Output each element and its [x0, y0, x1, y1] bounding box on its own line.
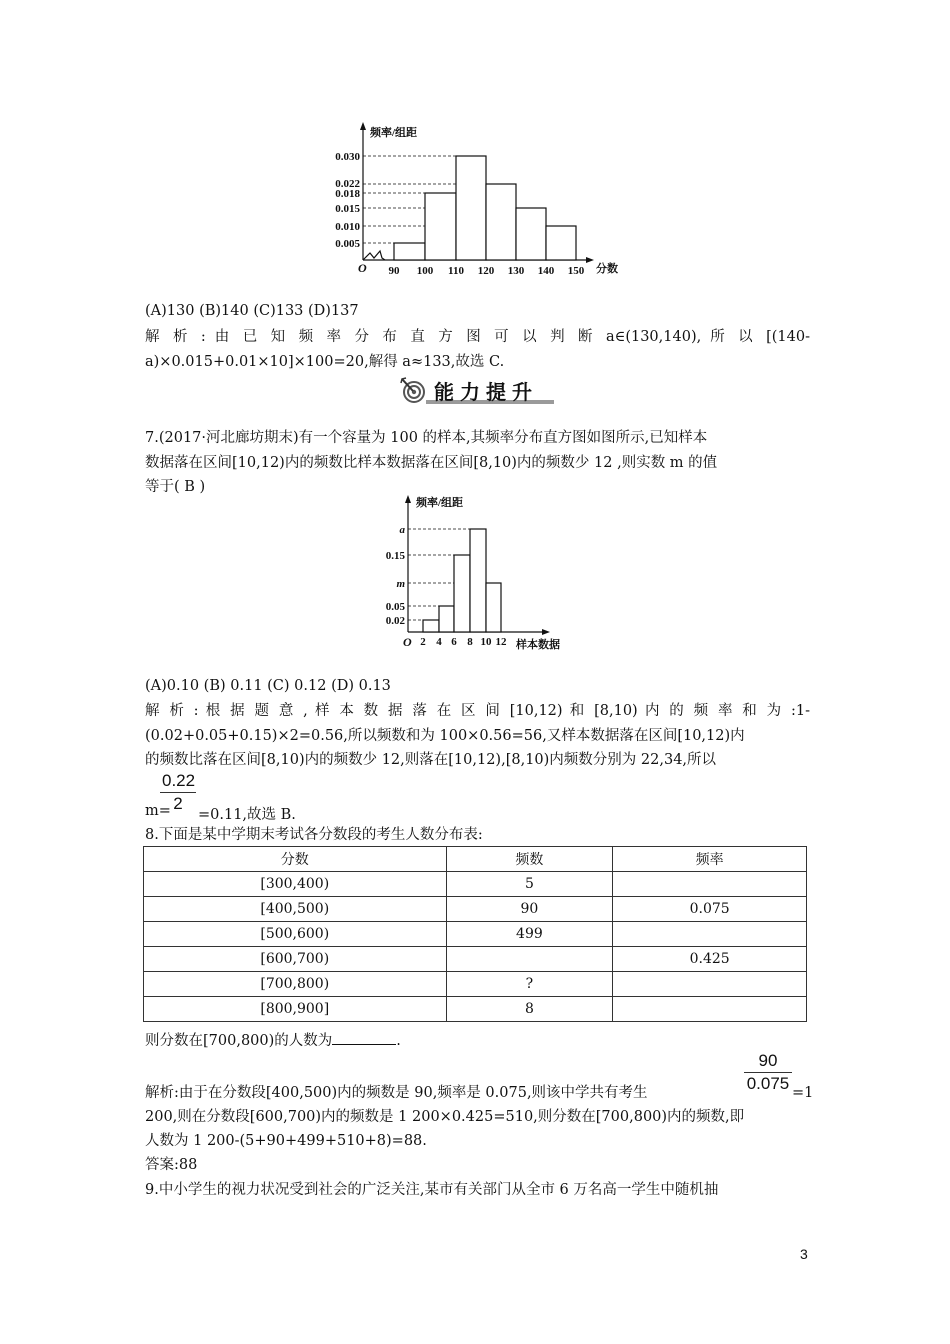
q6-options: (A)130 (B)140 (C)133 (D)137 [145, 303, 359, 319]
svg-text:O: O [403, 635, 412, 649]
header-frequency-rate: 频率 [613, 847, 807, 872]
target-icon [398, 376, 428, 404]
svg-text:分数: 分数 [596, 263, 618, 275]
svg-text:0.02: 0.02 [385, 615, 405, 627]
svg-text:8: 8 [467, 636, 473, 648]
sample-histogram-svg [370, 490, 580, 655]
q8-analysis-line1-tail: =1 [792, 1085, 814, 1101]
score-histogram [330, 120, 630, 280]
q8-fraction [744, 1050, 792, 1095]
cell-count: ? [446, 972, 613, 997]
svg-text:0.005: 0.005 [335, 238, 360, 250]
svg-text:2: 2 [420, 636, 426, 648]
svg-text:4: 4 [436, 636, 442, 648]
svg-text:0.05: 0.05 [385, 601, 405, 613]
q6-analysis-line1: 解 析 : 由 已 知 频 率 分 布 直 方 图 可 以 判 断 a∈(130,140), 所 以 [(140- [145, 329, 810, 345]
table-row [144, 997, 807, 1022]
q8-question-suffix: . [396, 1033, 401, 1049]
page-number: 3 [800, 1246, 808, 1262]
q7-line1: 7.(2017·河北廊坊期末)有一个容量为 100 的样本,其频率分布直方图如图所示,已知样本 [145, 430, 708, 446]
answer-blank [332, 1030, 396, 1045]
q7-fraction [160, 770, 196, 815]
cell-rate: 0.075 [613, 897, 807, 922]
q7-m-suffix: =0.11,故选 B. [198, 807, 296, 823]
svg-text:150: 150 [567, 265, 585, 277]
cell-score: [800,900] [144, 997, 447, 1022]
svg-text:100: 100 [416, 265, 434, 277]
table-row [144, 947, 807, 972]
cell-rate [613, 972, 807, 997]
q8-answer: 答案:88 [145, 1157, 198, 1173]
q7-line2: 数据落在区间[10,12)内的频数比样本数据落在区间[8,10)内的频数少 12 ,则实数 m 的值 [145, 455, 718, 471]
cell-rate [613, 872, 807, 897]
table-row [144, 922, 807, 947]
q7-m-prefix: m= [145, 803, 171, 819]
q8-question [145, 1030, 810, 1051]
q7-line3: 等于( B ) [145, 479, 206, 495]
svg-text:0.022: 0.022 [335, 178, 360, 190]
svg-text:频率/组距: 频率/组距 [370, 127, 418, 139]
sample-histogram [370, 490, 580, 655]
cell-count: 8 [446, 997, 613, 1022]
header-frequency-count: 频数 [446, 847, 613, 872]
svg-text:0.15: 0.15 [385, 550, 405, 562]
cell-count: 90 [446, 897, 613, 922]
cell-count: 499 [446, 922, 613, 947]
svg-text:110: 110 [448, 265, 464, 277]
q9-line1: 9.中小学生的视力状况受到社会的广泛关注,某市有关部门从全市 6 万名高一学生中随机抽 [145, 1182, 719, 1198]
score-distribution-table [143, 846, 807, 1022]
cell-score: [600,700) [144, 947, 447, 972]
svg-text:频率/组距: 频率/组距 [416, 497, 464, 509]
table-header-row [144, 847, 807, 872]
q6-analysis-line2: a)×0.015+0.01×10]×100=20,解得 a≈133,故选 C. [145, 354, 505, 370]
svg-text:0.015: 0.015 [335, 203, 360, 215]
q8-intro: 8.下面是某中学期末考试各分数段的考生人数分布表: [145, 827, 483, 843]
q7-analysis-line1: 解 析 : 根 据 题 意 , 样 本 数 据 落 在 区 间 [10,12) 和 [8,10) 内 的 频 率 和 为 :1- [145, 703, 810, 719]
cell-count [446, 947, 613, 972]
svg-text:6: 6 [451, 636, 457, 648]
svg-text:90: 90 [388, 265, 400, 277]
q8-fraction-denominator: 0.075 [746, 1074, 790, 1093]
cell-score: [700,800) [144, 972, 447, 997]
q7-fraction-denominator: 2 [173, 794, 183, 813]
svg-text:a: a [399, 524, 405, 536]
cell-score: [400,500) [144, 897, 447, 922]
svg-text:样本数据: 样本数据 [516, 639, 560, 651]
svg-text:140: 140 [537, 265, 555, 277]
q8-analysis-line3: 人数为 1 200-(5+90+499+510+8)=88. [145, 1133, 427, 1149]
cell-score: [300,400) [144, 872, 447, 897]
header-score: 分数 [144, 847, 447, 872]
cell-rate: 0.425 [613, 947, 807, 972]
y-tick-0.030: 0.030 [335, 151, 360, 163]
q7-analysis-line3: 的频数比落在区间[8,10)内的频数少 12,则落在[10,12),[8,10)内频数分别为 22,34,所以 [145, 752, 717, 768]
q8-question-prefix: 则分数在[700,800)的人数为 [145, 1033, 333, 1049]
section-title: 能力提升 [434, 380, 538, 404]
q7-options: (A)0.10 (B) 0.11 (C) 0.12 (D) 0.13 [145, 678, 391, 694]
svg-text:O: O [358, 261, 367, 275]
svg-text:10: 10 [480, 636, 492, 648]
svg-text:12: 12 [495, 636, 507, 648]
svg-text:120: 120 [477, 265, 495, 277]
svg-text:130: 130 [507, 265, 525, 277]
table-row [144, 897, 807, 922]
section-banner [396, 374, 556, 406]
cell-rate [613, 997, 807, 1022]
svg-text:m: m [396, 578, 405, 590]
q7-fraction-numerator: 0.22 [160, 770, 196, 793]
q8-analysis-line2: 200,则在分数段[600,700)内的频数是 1 200×0.425=510,则分数在[700,800)内的频数,即 [145, 1109, 745, 1125]
score-histogram-svg [330, 120, 630, 280]
q7-analysis-line2: (0.02+0.05+0.15)×2=0.56,所以频数和为 100×0.56=56,又样本数据落在区间[10,12)内 [145, 728, 745, 744]
svg-text:0.010: 0.010 [335, 221, 360, 233]
q8-analysis-line1: 解析:由于在分数段[400,500)内的频数是 90,频率是 0.075,则该中学共有考生 [145, 1085, 648, 1101]
svg-text:0.018: 0.018 [335, 188, 360, 200]
cell-score: [500,600) [144, 922, 447, 947]
cell-count: 5 [446, 872, 613, 897]
table-row [144, 972, 807, 997]
cell-rate [613, 922, 807, 947]
q8-fraction-numerator: 90 [744, 1050, 792, 1073]
table-row [144, 872, 807, 897]
